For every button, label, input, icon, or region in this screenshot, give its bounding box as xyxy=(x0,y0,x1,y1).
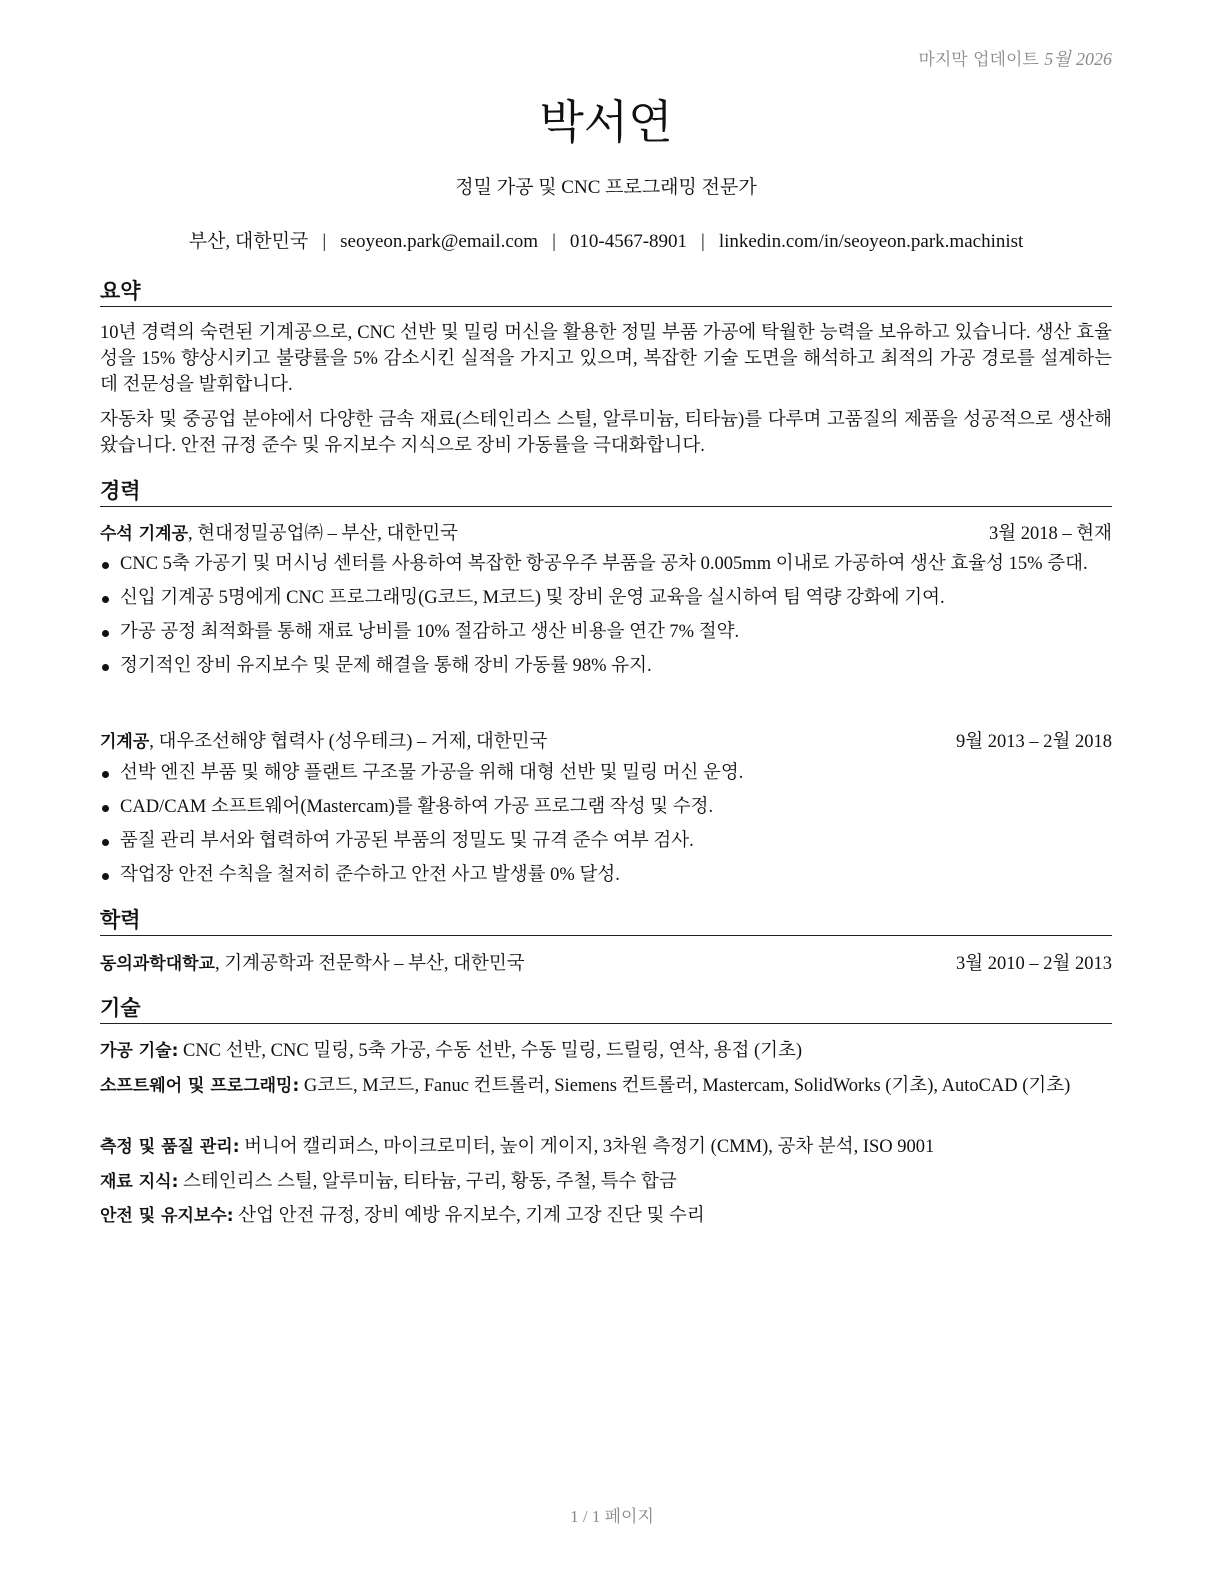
job-org: , 현대정밀공업㈜ – 부산, 대한민국 xyxy=(188,524,458,544)
education-heading: 학력 xyxy=(100,907,1112,936)
skills-heading: 기술 xyxy=(100,995,1112,1024)
skill-value: 산업 안전 규정, 장비 예방 유지보수, 기계 고장 진단 및 수리 xyxy=(233,1206,705,1226)
contact-separator: | xyxy=(701,231,705,252)
job-org: , 대우조선해양 협력사 (성우테크) – 거제, 대한민국 xyxy=(149,732,548,752)
experience-heading: 경력 xyxy=(100,478,1112,507)
education-school: 동의과학대학교 xyxy=(100,954,215,974)
job-bullets xyxy=(100,761,1112,897)
job-header xyxy=(100,730,1112,754)
job-role: 기계공 xyxy=(100,732,150,752)
skill-label: 안전 및 유지보수: xyxy=(100,1206,234,1226)
skill-row xyxy=(100,1169,1112,1195)
education-entry xyxy=(100,952,1112,976)
skill-value: 스테인리스 스틸, 알루미늄, 티타늄, 구리, 황동, 주철, 특수 합금 xyxy=(178,1172,677,1192)
contact-separator: | xyxy=(552,231,556,252)
skill-row xyxy=(100,1203,1112,1229)
education-degree: , 기계공학과 전문학사 – 부산, 대한민국 xyxy=(214,954,525,974)
candidate-name: 박서연 xyxy=(539,95,673,149)
list-item: 작업장 안전 수칙을 철저히 준수하고 안전 사고 발생률 0% 달성. xyxy=(100,863,1112,888)
list-item: 가공 공정 최적화를 통해 재료 낭비를 10% 절감하고 생산 비용을 연간 7% 절약. xyxy=(100,620,1112,645)
candidate-title: 정밀 가공 및 CNC 프로그래밍 전문가 xyxy=(455,177,757,198)
contact-location: 부산, 대한민국 xyxy=(188,231,309,252)
skill-label: 소프트웨어 및 프로그래밍: xyxy=(100,1076,300,1096)
skill-label: 가공 기술: xyxy=(100,1041,179,1061)
list-item: 품질 관리 부서와 협력하여 가공된 부품의 정밀도 및 규격 준수 여부 검사. xyxy=(100,829,1112,854)
skill-value: G코드, M코드, Fanuc 컨트롤러, Siemens 컨트롤러, Mastercam, SolidWorks (기초), AutoCAD (기초) xyxy=(299,1076,1071,1096)
job-header xyxy=(100,522,1112,546)
summary-paragraph: 10년 경력의 숙련된 기계공으로, CNC 선반 및 밀링 머신을 활용한 정밀 부품 가공에 탁월한 능력을 보유하고 있습니다. 생산 효율성을 15% 향상시키고 불량률을 5% 감소시킨 실적을 가지고 있으며, 복잡한 기술 도면을 해석하고 최적의 가공 경로를 설계하는 데 전문성을 발휘합니다. xyxy=(100,323,1112,395)
contact-separator: | xyxy=(322,231,327,252)
contact-phone[interactable]: 010-4567-8901 xyxy=(569,231,688,252)
last-updated-label: 마지막 업데이트 xyxy=(918,50,1039,70)
page-indicator: 1 / 1 페이지 xyxy=(570,1507,654,1526)
job-role: 수석 기계공 xyxy=(100,524,189,544)
job-dates: 9월 2013 – 2월 2018 xyxy=(956,732,1112,752)
skill-value: CNC 선반, CNC 밀링, 5축 가공, 수동 선반, 수동 밀링, 드릴링, 연삭, 용접 (기초) xyxy=(178,1041,803,1061)
contact-linkedin[interactable]: linkedin.com/in/seoyeon.park.machinist xyxy=(718,231,1024,252)
list-item: CAD/CAM 소프트웨어(Mastercam)를 활용하여 가공 프로그램 작성 및 수정. xyxy=(100,795,1112,820)
list-item: CNC 5축 가공기 및 머시닝 센터를 사용하여 복잡한 항공우주 부품을 공차 0.005mm 이내로 가공하여 생산 효율성 15% 증대. xyxy=(100,552,1112,577)
contact-line xyxy=(100,226,1112,253)
resume-page xyxy=(100,0,1112,1584)
skill-label: 재료 지식: xyxy=(100,1172,179,1192)
list-item: 정기적인 장비 유지보수 및 문제 해결을 통해 장비 가동률 98% 유지. xyxy=(100,654,1112,679)
job-bullets xyxy=(100,552,1112,688)
list-item: 선박 엔진 부품 및 해양 플랜트 구조물 가공을 위해 대형 선반 및 밀링 머신 운영. xyxy=(100,761,1112,786)
skill-value: 버니어 캘리퍼스, 마이크로미터, 높이 게이지, 3차원 측정기 (CMM), 공차 분석, ISO 9001 xyxy=(239,1137,935,1157)
job-dates: 3월 2018 – 현재 xyxy=(989,524,1112,544)
summary-paragraph: 자동차 및 중공업 분야에서 다양한 금속 재료(스테인리스 스틸, 알루미늄, 티타늄)를 다루며 고품질의 제품을 성공적으로 생산해왔습니다. 안전 규정 준수 및 유지보수 지식으로 장비 가동률을 극대화합니다. xyxy=(100,410,1112,456)
education-dates: 3월 2010 – 2월 2013 xyxy=(956,954,1112,974)
last-updated-month: 5월 xyxy=(1044,49,1071,69)
skill-row xyxy=(100,1038,1112,1064)
skill-row xyxy=(100,1073,1112,1099)
last-updated-year: 2026 xyxy=(1076,49,1112,69)
skill-label: 측정 및 품질 관리: xyxy=(100,1137,240,1157)
list-item: 신입 기계공 5명에게 CNC 프로그래밍(G코드, M코드) 및 장비 운영 교육을 실시하여 팀 역량 강화에 기여. xyxy=(100,586,1112,611)
contact-email[interactable]: seoyeon.park@email.com xyxy=(340,231,539,252)
summary-heading: 요약 xyxy=(100,278,1112,307)
last-updated xyxy=(918,45,1112,71)
skill-row xyxy=(100,1134,1112,1160)
